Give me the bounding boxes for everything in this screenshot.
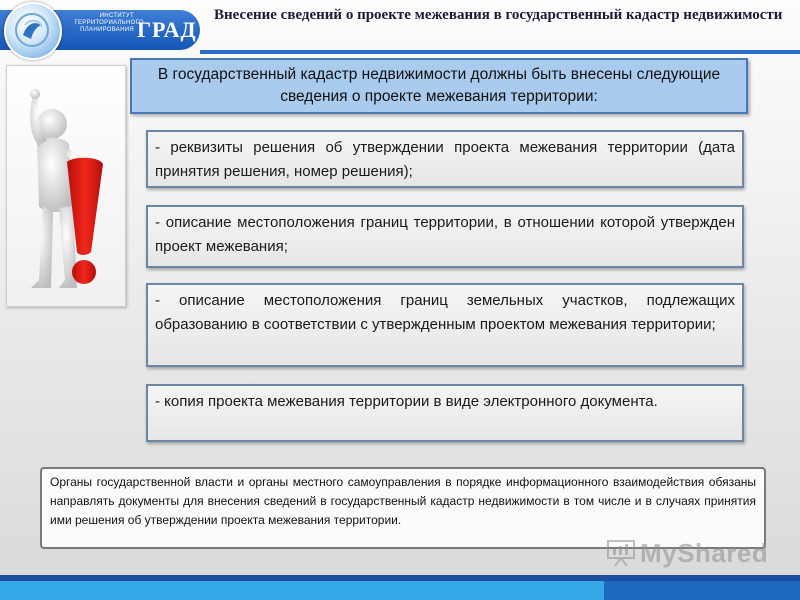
- intro-box: [130, 58, 748, 114]
- footer-bar-left: [0, 581, 604, 600]
- header: [0, 0, 800, 56]
- note-text: Органы государственной власти и органы местного самоуправления в порядке информационного взаимодействия обязаны направлять документы для внесения сведений в государственный кадастр недвижимости в том числе и в случаях принятия ими решения об утверждении проекта межевания территории.: [50, 475, 756, 527]
- list-item-text: - описание местоположения границ территории, в отношении которой утвержден проект межевания;: [155, 214, 735, 255]
- page-title: Внесение сведений о проекте межевания в государственный кадастр недвижимости: [214, 7, 783, 23]
- list-item: [146, 130, 744, 188]
- logo-institute-text: ИНСТИТУТ ТЕРРИТОРИАЛЬНОГО ПЛАНИРОВАНИЯ: [74, 13, 144, 33]
- intro-text: В государственный кадастр недвижимости должны быть внесены следующие сведения о проекте межевания территории:: [157, 66, 721, 105]
- presentation-board-icon: [606, 538, 636, 568]
- list-item-text: - реквизиты решения об утверждении проекта межевания территории (дата принятия решения, номер решения);: [155, 139, 735, 180]
- logo-text: ГРАД: [137, 17, 197, 42]
- watermark: [606, 536, 768, 570]
- footer-bar-right: [604, 581, 800, 600]
- header-divider: [200, 50, 800, 54]
- list-item-text: - описание местоположения границ земельных участков, подлежащих образованию в соответствии с утвержденным проектом межевания территории;: [155, 292, 735, 333]
- person-exclamation-icon: [6, 65, 126, 307]
- list-item: [146, 205, 744, 268]
- list-item: [146, 283, 744, 367]
- watermark-text: MyShared: [640, 537, 769, 568]
- grad-logo-icon: [4, 2, 62, 60]
- list-item: [146, 384, 744, 442]
- list-item-text: - копия проекта межевания территории в виде электронного документа.: [155, 393, 658, 410]
